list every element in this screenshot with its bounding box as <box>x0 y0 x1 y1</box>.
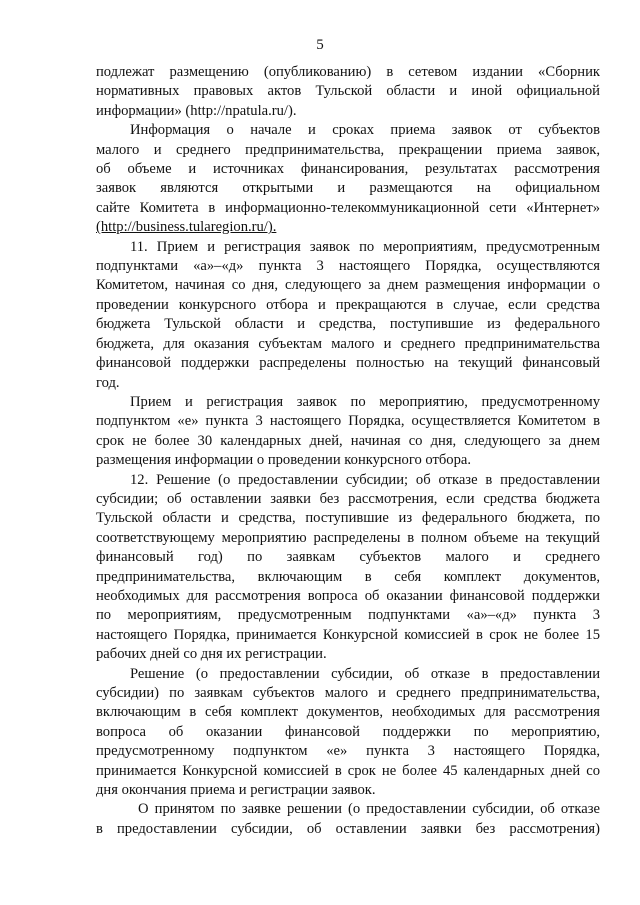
text-line: размещения информации о проведении конкурсного отбора. <box>96 452 472 469</box>
text-line: рабочих дней со дня их регистрации. <box>96 646 327 663</box>
text-line: Информация о начале и сроках приема заявок от субъектов <box>130 122 600 139</box>
text-line: срок не более 30 календарных дней, начиная со дня, следующего за днем <box>96 432 600 449</box>
text-line: подпунктом «е» пункта 3 настоящего Порядка, осуществляется Комитетом в <box>96 413 600 430</box>
text-line: заявок являются открытыми и размещаются на официальном <box>96 180 600 197</box>
text-line: Тульской области и средства, поступившие из федерального бюджета, по <box>96 510 600 527</box>
text-line: дня окончания приема и регистрации заявок. <box>96 782 376 799</box>
text-line: год. <box>96 374 120 391</box>
text-line: субсидии; об оставлении заявки без рассмотрения, если средства бюджета <box>96 490 600 507</box>
text-line: финансовой поддержки распределены полностью на текущий финансовый <box>96 355 600 372</box>
paragraph-p4 <box>96 393 600 471</box>
text-line: Комитетом, начиная со дня, следующего за днем размещения информации о <box>96 277 600 294</box>
business-tularegion-link[interactable]: (http://business.tularegion.ru/). <box>96 219 277 236</box>
text-line: подпунктами «а»–«д» пункта 3 настоящего Порядка, осуществляются <box>96 258 600 275</box>
text-line: принимается Конкурсной комиссией в срок не более 45 календарных дней со <box>96 762 600 779</box>
text-line: об объеме и источниках финансирования, результатах рассмотрения <box>96 161 600 178</box>
text-line: вопроса об оказании финансовой поддержки по мероприятию, <box>96 723 600 740</box>
text-line: подлежат размещению (опубликованию) в сетевом издании «Сборник <box>96 64 600 80</box>
text-line: бюджета, для оказания субъектам малого и среднего предпринимательства <box>96 335 600 352</box>
paragraph-p5 <box>96 471 600 665</box>
text-line: по мероприятиям, предусмотренным подпунктами «а»–«д» пункта 3 <box>96 607 600 624</box>
text-line: Прием и регистрация заявок по мероприятию, предусмотренному <box>130 393 600 410</box>
text-line: финансовый год) по заявкам субъектов малого и среднего <box>96 549 600 566</box>
text-line: проведении конкурсного отбора и прекращаются в случае, если средства <box>96 296 600 313</box>
paragraph-p6 <box>96 665 600 801</box>
text-line: предусмотренному подпунктом «е» пункта 3 настоящего Порядка, <box>96 743 600 760</box>
document-body <box>96 63 600 839</box>
text-line: настоящего Порядка, принимается Конкурсной комиссией в срок не более 15 <box>96 626 600 643</box>
text-line-npatula-link[interactable]: информации» (http://npatula.ru/). <box>96 102 297 119</box>
text-line: нормативных правовых актов Тульской области и иной официальной <box>96 83 600 100</box>
text-line: в предоставлении субсидии, об оставлении заявки без рассмотрения) <box>96 820 600 837</box>
text-line: предпринимательства, включающим в себя комплект документов, <box>96 568 600 585</box>
text-line: соответствующему мероприятию распределены в полном объеме на текущий <box>96 529 600 546</box>
text-line: 12. Решение (о предоставлении субсидии; об отказе в предоставлении <box>130 471 600 488</box>
text-line: малого и среднего предпринимательства, прекращении приема заявок, <box>96 141 600 158</box>
text-line: включающим в себя комплект документов, необходимых для рассмотрения <box>96 704 600 721</box>
paragraph-p7 <box>96 800 600 839</box>
text-line: Решение (о предоставлении субсидии, об отказе в предоставлении <box>130 665 600 682</box>
text-line: 11. Прием и регистрация заявок по мероприятиям, предусмотренным <box>130 238 600 255</box>
text-line: субсидии) по заявкам субъектов малого и среднего предпринимательства, <box>96 685 600 701</box>
paragraph-p3 <box>96 238 600 393</box>
paragraph-p2 <box>96 121 600 237</box>
text-line: сайте Комитета в информационно-телекоммуникационной сети «Интернет» <box>96 199 600 216</box>
text-line: необходимых для рассмотрения вопроса об оказании финансовой поддержки <box>96 587 600 604</box>
text-line: О принятом по заявке решении (о предоставлении субсидии, об отказе <box>138 801 600 818</box>
page-number: 5 <box>316 37 324 53</box>
paragraph-p1 <box>96 63 600 121</box>
text-line: бюджета Тульской области и средства, поступившие из федерального <box>96 316 600 333</box>
